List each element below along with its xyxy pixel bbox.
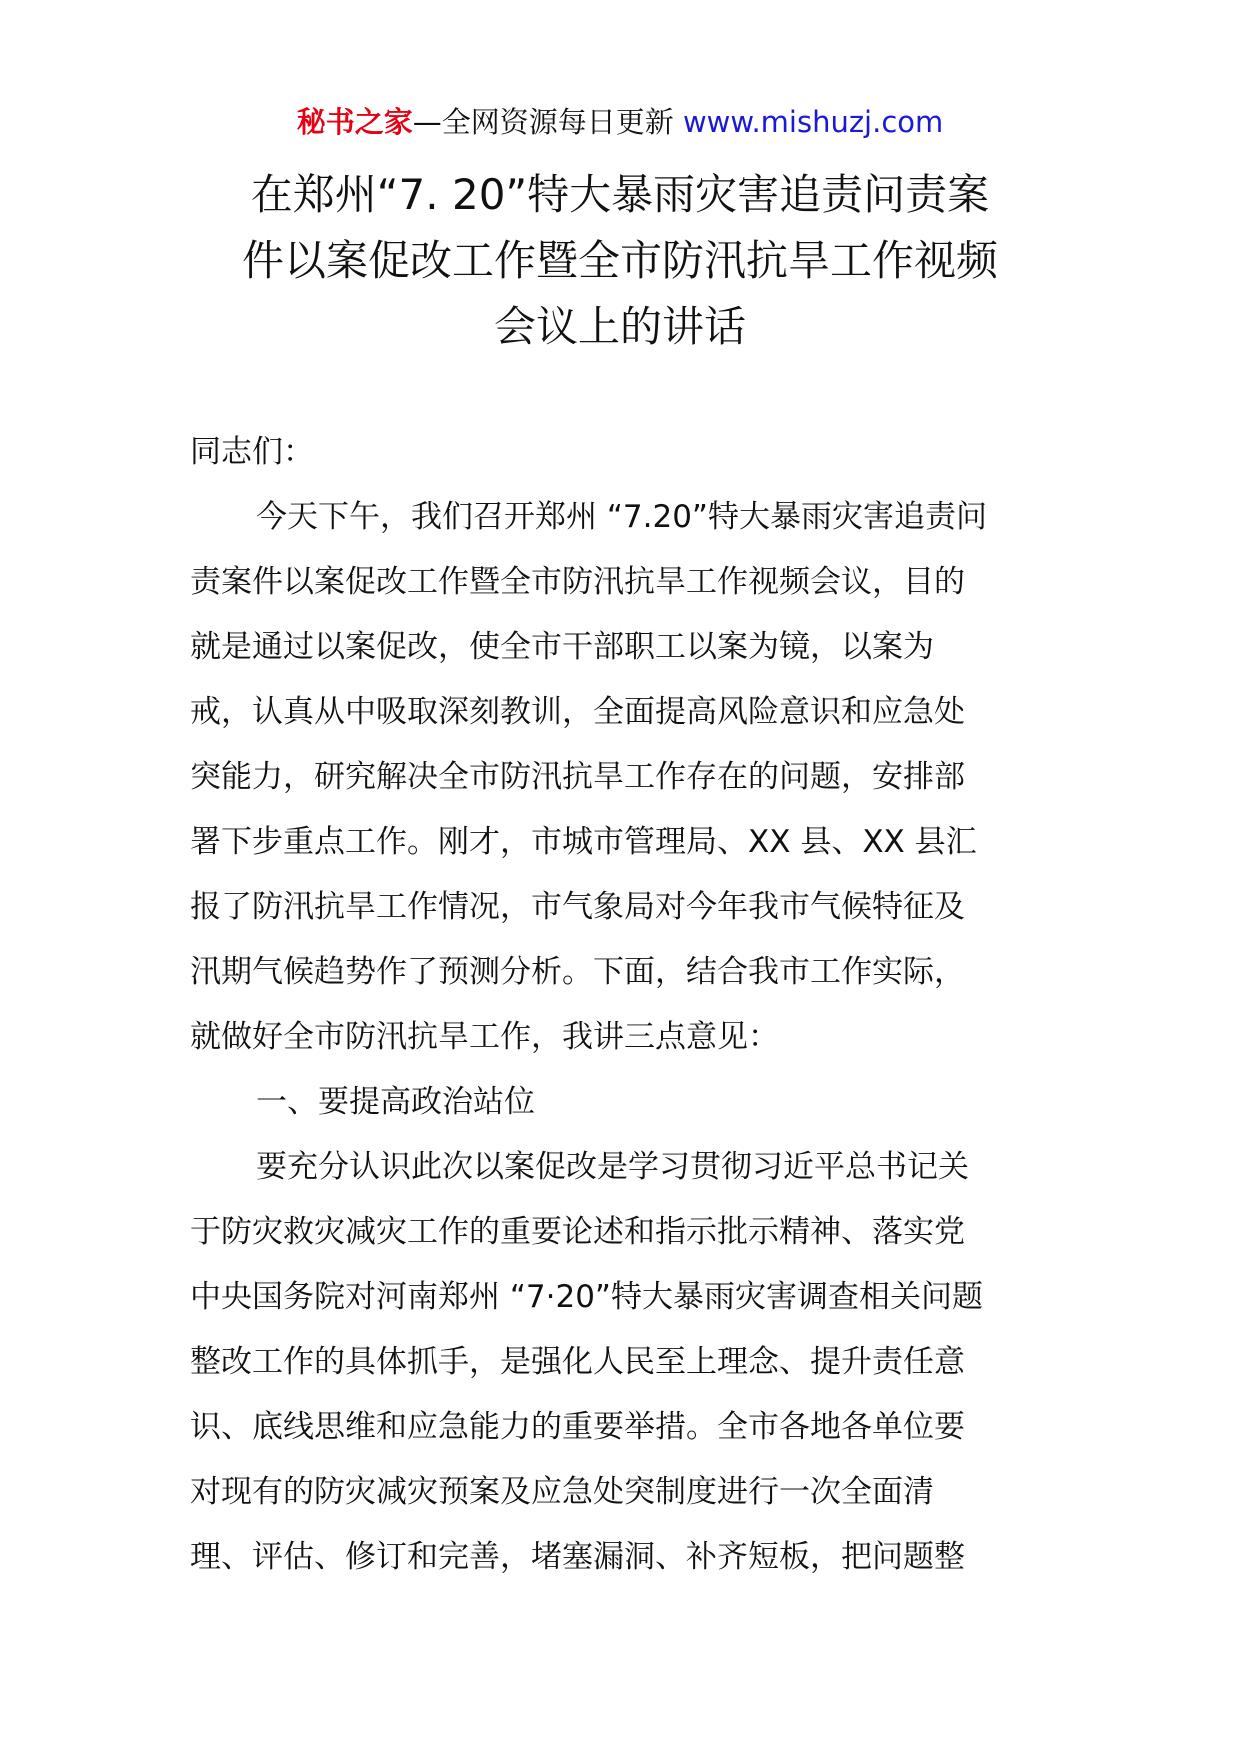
paragraph-section-one — [190, 1135, 1060, 1590]
paragraph-line: 对现有的防灾减灾预案及应急处突制度进行一次全面清 — [190, 1474, 934, 1510]
brand-tagline: —全网资源每日更新 — [412, 105, 674, 139]
paragraph-line: 就是通过以案促改，使全市干部职工以案为镜，以案为 — [190, 629, 934, 665]
title-line: 会议上的讲话 — [493, 302, 746, 351]
paragraph-line: 要充分认识此次以案促改是学习贯彻习近平总书记关 — [256, 1149, 969, 1185]
paragraph-line: 责案件以案促改工作暨全市防汛抗旱工作视频会议，目的 — [190, 564, 965, 600]
paragraph-line: 突能力，研究解决全市防汛抗旱工作存在的问题，安排部 — [190, 759, 965, 795]
paragraph-line: 于防灾救灾减灾工作的重要论述和指示批示精神、落实党 — [190, 1214, 965, 1250]
title-line: 在郑州“7. 20”特大暴雨灾害追责问责案 — [250, 170, 990, 219]
paragraph-line: 就做好全市防汛抗旱工作，我讲三点意见： — [190, 1019, 779, 1055]
paragraph-line: 戒，认真从中吸取深刻教训，全面提高风险意识和应急处 — [190, 694, 965, 730]
salutation: 同志们： — [190, 434, 314, 470]
brand-name: 秘书之家 — [296, 105, 413, 139]
paragraph-intro — [190, 485, 1060, 1070]
site-url-link[interactable]: www.mishuzj.com — [682, 105, 944, 139]
paragraph-line: 署下步重点工作。刚才，市城市管理局、XX 县、XX 县汇 — [190, 824, 977, 860]
paragraph-line: 整改工作的具体抓手，是强化人民至上理念、提升责任意 — [190, 1344, 965, 1380]
paragraph-line: 中央国务院对河南郑州 “7·20”特大暴雨灾害调查相关问题 — [190, 1279, 983, 1315]
paragraph-line: 报了防汛抗旱工作情况，市气象局对今年我市气候特征及 — [190, 889, 965, 925]
paragraph-line: 理、评估、修订和完善，堵塞漏洞、补齐短板，把问题整 — [190, 1539, 965, 1575]
paragraph-line: 今天下午，我们召开郑州 “7.20”特大暴雨灾害追责问 — [256, 499, 987, 535]
paragraph-line: 识、底线思维和应急能力的重要举措。全市各地各单位要 — [190, 1409, 965, 1445]
title-line: 件以案促改工作暨全市防汛抗旱工作视频 — [241, 236, 998, 285]
document-body — [190, 420, 1060, 1590]
paragraph-line: 汛期气候趋势作了预测分析。下面，结合我市工作实际， — [190, 954, 965, 990]
document-title — [0, 162, 1240, 360]
section-heading: 一、要提高政治站位 — [256, 1084, 535, 1120]
site-header — [0, 102, 1240, 142]
